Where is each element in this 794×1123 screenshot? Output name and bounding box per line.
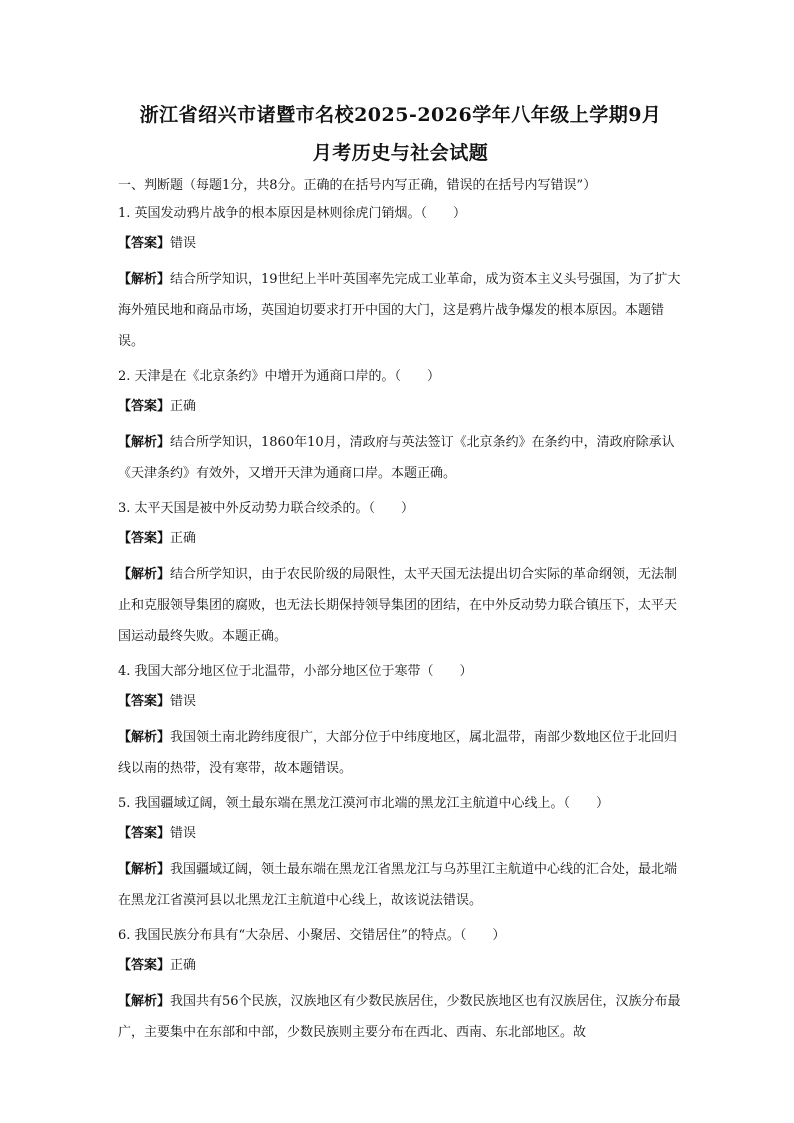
answer-label: 【答案】 — [118, 399, 171, 414]
question-stem: 5. 我国疆域辽阔，领土最东端在黑龙江漠河市北端的黑龙江主航道中心线上。（ ） — [118, 796, 610, 811]
answer-value: 正确 — [170, 531, 197, 546]
analysis-text: 我国疆域辽阔，领土最东端在黑龙江省黑龙江与乌苏里江主航道中心线的汇合处，最北端在黑龙江省漠河县以北黑龙江主航道中心线上，故该说法错误。 — [118, 862, 678, 908]
analysis-text: 结合所学知识，19世纪上半叶英国率先完成工业革命，成为资本主义头号强国，为了扩大海外殖民地和商品市场，英国迫切要求打开中国的大门，这是鸦片战争爆发的根本原因。本题错误。 — [118, 272, 681, 349]
title-line-2: 月考历史与社会试题 — [312, 142, 489, 164]
answer-value: 正确 — [170, 958, 197, 973]
analysis-text: 结合所学知识，1860年10月，清政府与英法签订《北京条约》在条约中，清政府除承认《天津条约》有效外，又增开天津为通商口岸。本题正确。 — [118, 435, 675, 481]
document-title — [118, 96, 683, 172]
answer-line — [118, 397, 683, 417]
analysis-label: 【解析】 — [118, 730, 171, 745]
analysis-label: 【解析】 — [118, 272, 171, 287]
analysis-line — [118, 722, 683, 784]
analysis-text: 结合所学知识，由于农民阶级的局限性，太平天国无法提出切合实际的革命纲领，无法制止和克服领导集团的腐败，也无法长期保持领导集团的团结，在中外反动势力联合镇压下，太平天国运动最终失败。本题正确。 — [118, 567, 678, 644]
answer-label: 【答案】 — [118, 236, 171, 251]
question-6 — [118, 926, 683, 1048]
analysis-label: 【解析】 — [118, 994, 171, 1009]
answer-label: 【答案】 — [118, 531, 171, 546]
answer-line — [118, 956, 683, 976]
title-line-1: 浙江省绍兴市诸暨市名校2025-2026学年八年级上学期9月 — [139, 104, 662, 126]
answer-line — [118, 824, 683, 844]
answer-value: 错误 — [170, 826, 197, 841]
question-stem: 1. 英国发动鸦片战争的根本原因是林则徐虎门销烟。（ ） — [118, 206, 467, 221]
question-1 — [118, 204, 683, 357]
analysis-text: 我国领土南北跨纬度很广，大部分位于中纬度地区，属北温带，南部少数地区位于北回归线以南的热带，没有寒带，故本题错误。 — [118, 730, 678, 776]
section-header: 一、判断题（每题1分，共8分。正确的在括号内写正确，错误的在括号内写错误”） — [118, 178, 597, 193]
question-4 — [118, 662, 683, 784]
answer-line — [118, 692, 683, 712]
analysis-line — [118, 986, 683, 1048]
question-stem: 4. 我国大部分地区位于北温带，小部分地区位于寒带（ ） — [118, 664, 473, 679]
analysis-line — [118, 427, 683, 489]
question-stem: 2. 天津是在《北京条约》中增开为通商口岸的。（ ） — [118, 369, 441, 384]
question-3 — [118, 499, 683, 652]
question-2 — [118, 367, 683, 489]
analysis-label: 【解析】 — [118, 435, 171, 450]
answer-line — [118, 529, 683, 549]
question-stem: 6. 我国民族分布具有“大杂居、小聚居、交错居住”的特点。（ ） — [118, 928, 506, 943]
answer-value: 错误 — [170, 236, 197, 251]
analysis-text: 我国共有56个民族，汉族地区有少数民族居住，少数民族地区也有汉族居住，汉族分布最广，主要集中在东部和中部，少数民族则主要分布在西北、西南、东北部地区。故 — [118, 994, 681, 1040]
analysis-line — [118, 559, 683, 652]
analysis-line — [118, 264, 683, 357]
answer-value: 错误 — [170, 694, 197, 709]
document-page — [118, 96, 683, 1058]
answer-label: 【答案】 — [118, 694, 171, 709]
analysis-label: 【解析】 — [118, 567, 171, 582]
question-5 — [118, 794, 683, 916]
analysis-label: 【解析】 — [118, 862, 171, 877]
answer-label: 【答案】 — [118, 826, 171, 841]
answer-label: 【答案】 — [118, 958, 171, 973]
answer-value: 正确 — [170, 399, 197, 414]
answer-line — [118, 234, 683, 254]
question-stem: 3. 太平天国是被中外反动势力联合绞杀的。（ ） — [118, 501, 415, 516]
analysis-line — [118, 854, 683, 916]
